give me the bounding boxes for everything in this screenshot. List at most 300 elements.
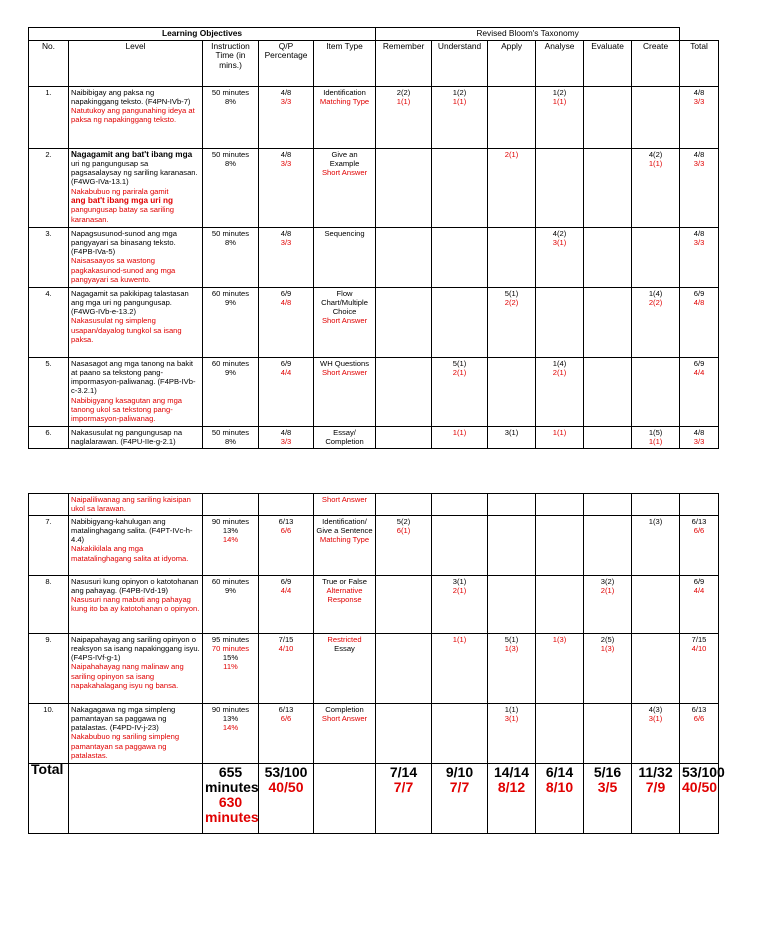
cell-text: 6/6 [280,525,292,535]
cell-text: 6/9 [693,288,705,298]
blooms-table-page2 [28,493,725,834]
cell-text: 14/14 [493,763,530,780]
table-cell [69,86,203,148]
cell-text: 8% [225,96,236,106]
cell-text: 1(1) [452,96,467,106]
cell-text: 1(2) [552,87,567,97]
table-cell [259,633,314,703]
cell-text: 5(2) [396,516,411,526]
table-row [29,703,719,763]
cell-text: 3/3 [280,96,292,106]
table-cell [432,86,488,148]
table-cell [314,575,376,633]
understand-header: Understand [432,40,488,86]
table-cell [584,227,632,287]
table-cell [536,357,584,426]
table-cell [536,287,584,357]
table-cell [432,515,488,575]
cell-text: 6/9 [280,358,292,368]
table-cell [69,703,203,763]
table-cell [488,703,536,763]
cell-text: Naibibigay ang paksa ng napakinggang teksto. (F4PN-IVb-7) [71,87,191,106]
table-cell [259,287,314,357]
cell-text: Nagagamit sa pakikipag talastasan ang mga uri ng pangungusap. (F4WG-IVb-e-13.2) [71,288,189,317]
table-cell [314,86,376,148]
table-row [29,633,719,703]
table-cell [680,515,719,575]
table-cell [259,763,314,833]
cell-text: 6/9 [693,576,705,586]
table-row [29,357,719,426]
cell-text: Short Answer [321,316,368,326]
cell-text: Nakasusulat ng pangungusap na naglalarawan. (F4PU-IIe-g-2.1) [71,427,183,446]
cell-text: Identification/ Give a Sentence [316,516,373,535]
cell-text: 60 minutes [211,358,250,368]
cell-text: 6/13 [278,704,294,714]
table-cell [203,86,259,148]
cell-text: 1(4) [552,358,567,368]
table-row [29,148,719,227]
cell-text: 3. [29,227,69,287]
cell-text: 15% [222,653,239,663]
table-cell [632,357,680,426]
cell-text: Nabibigyang kasagutan ang mga tanong ukol sa tekstong pang-impormasyon-paliwanag. [71,395,183,424]
cell-text: 4/8 [280,297,292,307]
table-cell [680,227,719,287]
cell-text: 14% [222,723,239,733]
table-cell [536,494,584,516]
cell-text: 630 minutes [205,793,259,825]
table-cell [432,633,488,703]
table-cell [536,426,584,448]
cell-text: 2(2) [396,87,411,97]
table-cell [632,515,680,575]
cell-text: Nakasusulat ng simpleng usapan/dayalog tungkol sa isang paksa. [71,316,182,345]
cell-text: 6/13 [691,704,707,714]
table-cell [680,287,719,357]
cell-text: 1(1) [648,436,663,446]
cell-text: 3/3 [693,436,705,446]
cell-text: 1(1) [552,96,567,106]
qp-header: Q/P Percentage [259,40,314,86]
table-cell [259,515,314,575]
table-row [29,515,719,575]
cell-text: pangungusap batay sa sariling karanasan. [71,205,175,224]
table-cell [488,148,536,227]
table-cell [584,703,632,763]
cell-text: 1(1) [648,158,663,168]
cell-text: uri ng pangungusap sa pagsasalaysay ng sariling karanasan. (F4WG-IVa-13.1) [71,158,198,187]
table-cell [376,148,432,227]
cell-text: 60 minutes [211,288,250,298]
cell-text: 6/6 [693,713,705,723]
table-cell [536,86,584,148]
cell-text: 7/14 [389,763,418,780]
cell-text: 1(3) [600,643,615,653]
table-cell [584,763,632,833]
table-cell [203,763,259,833]
table-cell [488,357,536,426]
table-cell [680,494,719,516]
cell-text: Short Answer [321,495,368,504]
analyse-header: Analyse [536,40,584,86]
cell-text: 60 minutes [211,576,250,586]
cell-text: 8% [225,237,236,247]
table-cell [680,86,719,148]
table-cell [259,575,314,633]
cell-text: 1(1) [452,634,467,644]
cell-text: Restricted [327,634,362,644]
cell-text: Nasusuri nang mabuti ang pahayag kung ito ba ay katotohanan o opinyon. [71,595,200,614]
table-cell [488,287,536,357]
cell-text: 1(1) [504,704,519,714]
table-cell [488,86,536,148]
cell-text: 8% [225,436,236,446]
level-header: Level [69,40,203,86]
table-cell [536,148,584,227]
table-cell [432,148,488,227]
cell-text: Alternative Response [326,585,363,605]
cell-text: 3/3 [280,158,292,168]
table-cell [680,575,719,633]
cell-text: Naipaliliwanag ang sariling kaisipan ukol sa larawan. [71,495,191,514]
table-cell [632,426,680,448]
table-cell [632,703,680,763]
table-cell [680,148,719,227]
table-row [29,287,719,357]
total-label: Total [29,763,69,833]
cell-text: ang bat't ibang mga uri ng [71,196,174,206]
table-cell [632,763,680,833]
table-cell [69,357,203,426]
table-cell [488,633,536,703]
cell-text: 6/9 [280,576,292,586]
cell-text: 53/100 [682,763,725,780]
cell-text: 6/13 [691,516,707,526]
table-cell [584,633,632,703]
cell-text: 5. [29,357,69,426]
table-cell [376,426,432,448]
cell-text: 3/5 [597,778,618,795]
table-cell [488,575,536,633]
cell-text: WH Questions [320,358,369,368]
blooms-table-page1 [28,27,719,449]
cell-text: 4/10 [691,643,707,653]
table-cell [376,287,432,357]
cell-text: 2(1) [504,149,519,159]
apply-header: Apply [488,40,536,86]
remember-header: Remember [376,40,432,86]
cell-text: 4/4 [693,367,705,377]
cell-text: 7/7 [393,778,414,795]
cell-text: Natutukoy ang pangunahing ideya at paksa ng napakinggang teksto. [71,106,195,125]
table-cell [203,575,259,633]
cell-text: 3/3 [693,237,705,247]
table-cell [536,575,584,633]
cell-text: Nasusuri kung opinyon o katotohanan ang pahayag. (F4PB-IVd-19) [71,576,199,595]
cell-text: 6(1) [396,525,411,535]
cell-text: 7/15 [278,634,294,644]
table-cell [432,703,488,763]
table-row [29,426,719,448]
cell-text: 9% [225,367,236,377]
table-cell [69,763,203,833]
cell-text: 53/100 [264,763,308,780]
cell-text: 9% [225,297,236,307]
cell-text: Nakakikilala ang mga matatalinghagang salita at idyoma. [71,544,189,563]
table-cell [680,703,719,763]
cell-text: 4/4 [693,585,705,595]
cell-text: 3(2) [600,576,615,586]
table-cell [632,148,680,227]
table-cell [432,426,488,448]
table-cell [584,287,632,357]
table-row [29,86,719,148]
table-cell [680,357,719,426]
table-cell [376,227,432,287]
cell-text: 4(2) [648,149,663,159]
table-cell [29,494,69,516]
cell-text: Naisasaayos sa wastong pagkakasunod-sunod ang mga pangyayari sa kuwento. [71,256,176,285]
cell-text: Matching Type [319,96,370,106]
cell-text: Nakabubuo ng sariling simpleng pamantayan sa paggawa ng patalastas. [71,732,180,761]
table-cell [314,763,376,833]
table-row [29,575,719,633]
cell-text: 3(1) [552,237,567,247]
table-cell [259,148,314,227]
cell-text: Nakagagawa ng mga simpleng pamantayan sa paggawa ng patalastas. (F4PD-IV-j-23) [71,704,176,733]
cell-text: 3(1) [504,713,519,723]
table-cell [632,633,680,703]
table-cell [536,227,584,287]
table-cell [680,633,719,703]
table-cell [69,494,203,516]
cell-text: 40/50 [682,778,718,795]
table-cell [314,426,376,448]
table-cell [314,227,376,287]
cell-text: 95 minutes [211,634,250,644]
cell-text: Sequencing [324,228,365,238]
table-cell [632,227,680,287]
table-cell [488,227,536,287]
cell-text: Flow Chart/Multiple Choice [321,288,368,317]
cell-text: 7/15 [691,634,707,644]
cell-text: 3/3 [693,158,705,168]
table-cell [632,287,680,357]
table-cell [680,763,725,833]
table-cell [376,515,432,575]
cell-text: 8/10 [545,778,574,795]
table-cell [488,763,536,833]
table-cell [69,515,203,575]
cell-text: Essay [334,643,355,653]
cell-text: 2. [29,148,69,227]
cell-text: 3/3 [280,436,292,446]
cell-text: 5(1) [452,358,467,368]
table-cell [584,148,632,227]
table-cell [584,357,632,426]
cell-text: 1(3) [504,643,519,653]
table-cell [432,227,488,287]
cell-text: 8. [29,575,69,633]
create-header: Create [632,40,680,86]
table-cell [432,357,488,426]
table-cell [314,494,376,516]
table-cell [680,28,719,41]
cell-text: 2(2) [648,297,663,307]
cell-text: 4(3) [648,704,663,714]
cell-text: 1(1) [452,427,467,437]
cell-text: 50 minutes [211,87,250,97]
cell-text: 13% [222,525,239,535]
cell-text: 4/8 [280,228,292,238]
table-cell [536,633,584,703]
table-cell [69,575,203,633]
time-header: Instruction Time (in mins.) [203,40,259,86]
cell-text: 4/8 [693,149,705,159]
table-cell [314,515,376,575]
cell-text: 4/8 [280,149,292,159]
table-cell [584,86,632,148]
table-cell [314,703,376,763]
cell-text: 4(2) [552,228,567,238]
table-cell [203,703,259,763]
cell-text: 2(1) [600,585,615,595]
cell-text: 70 minutes [211,643,250,653]
cell-text: 90 minutes [211,516,250,526]
cell-text: 90 minutes [211,704,250,714]
table-cell [376,86,432,148]
cell-text: 6/6 [280,713,292,723]
cell-text: 5/16 [593,763,622,780]
table-cell [259,494,314,516]
table-cell [203,287,259,357]
cell-text: 6/6 [693,525,705,535]
cell-text: 4/8 [693,297,705,307]
table-cell [69,227,203,287]
table-cell [432,287,488,357]
cell-text: 5(1) [504,634,519,644]
cell-text: Give an Example [329,149,360,168]
cell-text: 655 minutes [205,763,259,795]
table-cell [584,426,632,448]
cell-text: Nabibigyang-kahulugan ang matalinghagang salita. (F4PT-IVc-h-4.4) [71,516,193,545]
cell-text: 7/7 [449,778,470,795]
cell-text: 4. [29,287,69,357]
cell-text: 1(3) [648,516,663,526]
cell-text: 4/8 [693,87,705,97]
table-cell [376,575,432,633]
cell-text: 6. [29,426,69,448]
table-cell [536,763,584,833]
cell-text: True or False [322,576,367,586]
cell-text: Nasasagot ang mga tanong na bakit at paano sa tekstong pang-impormasyon-paliwanag. (F4PB-IVb-c-3.2.1) [71,358,196,396]
cell-text: 50 minutes [211,149,250,159]
cell-text: 7. [29,515,69,575]
table-cell [203,515,259,575]
cell-text: Essay/ Completion [325,427,364,446]
cell-text: 9% [225,585,236,595]
cell-text: 6/13 [278,516,294,526]
table-cell [680,426,719,448]
table-cell [536,515,584,575]
cell-text: 2(1) [552,367,567,377]
table-cell [314,148,376,227]
table-cell [259,86,314,148]
cell-text: 2(2) [504,297,519,307]
cell-text: 1(2) [452,87,467,97]
table-cell [376,494,432,516]
cell-text: Matching Type [319,535,370,545]
table-cell [584,515,632,575]
cell-text: 8% [225,158,236,168]
table-cell [203,633,259,703]
table-cell [69,633,203,703]
cell-text: 3/3 [693,96,705,106]
table-row [29,494,719,516]
cell-text: 4/8 [280,87,292,97]
table-cell [314,287,376,357]
table-cell [259,703,314,763]
cell-text: 50 minutes [211,228,250,238]
cell-text: 1. [29,86,69,148]
table-cell [632,575,680,633]
cell-text: 4/8 [693,228,705,238]
cell-text: Naipapahayag ang sariling opinyon o reaksyon sa isang napakinggang isyu. (F4PS-IVf-g-1) [71,634,200,663]
total-header: Total [680,40,719,86]
cell-text: 4/10 [278,643,294,653]
table-cell [432,494,488,516]
cell-text: 40/50 [268,778,304,795]
table-cell [69,426,203,448]
table-cell [203,426,259,448]
table-cell [432,763,488,833]
item-type-header: Item Type [314,40,376,86]
table-cell [69,287,203,357]
no-header: No. [29,40,69,86]
cell-text: 1(1) [552,427,567,437]
cell-text: 6/9 [280,288,292,298]
cell-text: 2(1) [452,585,467,595]
cell-text: 5(1) [504,288,519,298]
table-row [29,227,719,287]
cell-text: 1(3) [552,634,567,644]
cell-text: 3(1) [648,713,663,723]
table-cell [432,575,488,633]
cell-text: 3(1) [452,576,467,586]
blooms-header: Revised Bloom's Taxonomy [376,28,680,41]
cell-text: 10. [29,703,69,763]
learning-objectives-header: Learning Objectives [29,28,376,41]
table-cell [69,148,203,227]
cell-text: 4/4 [280,367,292,377]
cell-text: 1(1) [396,96,411,106]
table-cell [376,357,432,426]
table-cell [314,633,376,703]
cell-text: 14% [222,535,239,545]
table-cell [203,494,259,516]
table-cell [203,148,259,227]
cell-text: 11/32 [638,763,673,780]
cell-text: Naipahahayag nang malinaw ang sariling opinyon sa isang napakahalagang isyu ng bansa. [71,662,184,691]
cell-text: Napagsusunod-sunod ang mga pangyayari sa binasang teksto. (F4PB-IVa-5) [71,228,177,257]
cell-text: Identification [323,87,366,97]
cell-text: 6/9 [693,358,705,368]
table-cell [259,357,314,426]
cell-text: 50 minutes [211,427,250,437]
table-cell [259,426,314,448]
cell-text: 3(1) [504,427,519,437]
